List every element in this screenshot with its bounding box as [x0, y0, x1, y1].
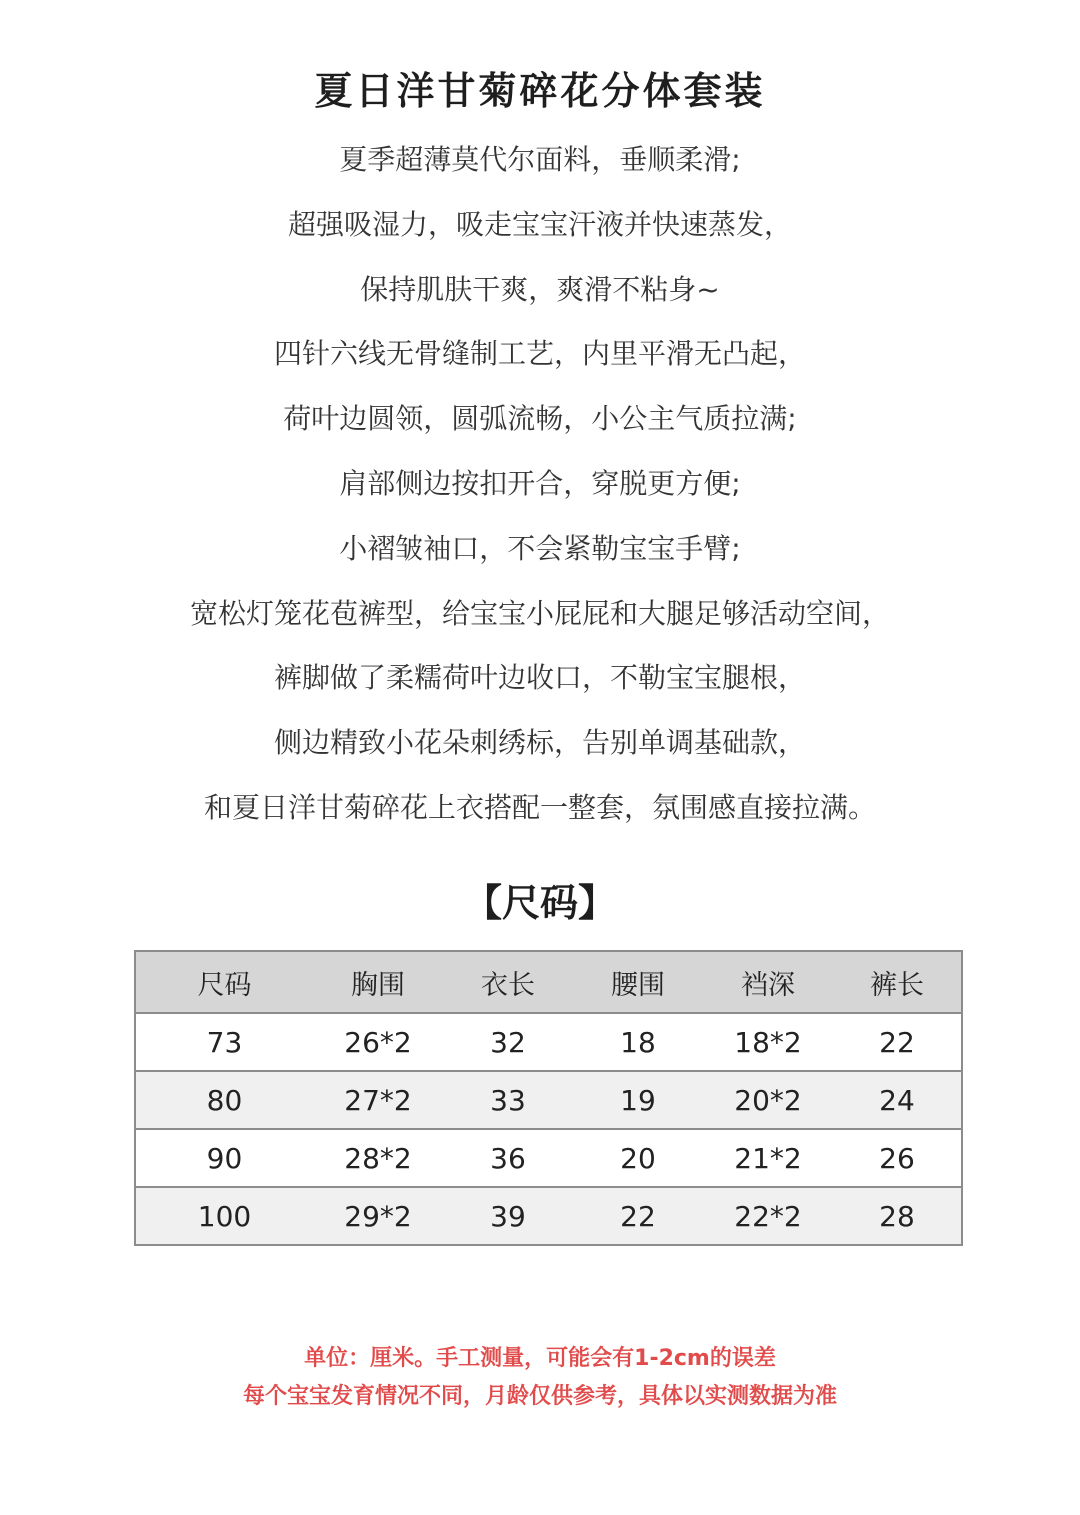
table-cell: 39: [443, 1187, 573, 1245]
description-line: 宽松灯笼花苞裤型，给宝宝小屁屁和大腿足够活动空间，: [189, 596, 890, 630]
table-cell: 28*2: [313, 1129, 443, 1187]
table-cell: 18: [573, 1013, 703, 1071]
table-row: [135, 1129, 962, 1187]
column-header-waist: 腰围: [573, 951, 703, 1013]
table-cell: 20: [573, 1129, 703, 1187]
table-cell: 18*2: [703, 1013, 833, 1071]
table-cell: 21*2: [703, 1129, 833, 1187]
table-cell: 73: [135, 1013, 313, 1071]
column-header-chest: 胸围: [313, 951, 443, 1013]
table-cell: 27*2: [313, 1071, 443, 1129]
column-header-size: 尺码: [135, 951, 313, 1013]
description-line: 和夏日洋甘菊碎花上衣搭配一整套，氛围感直接拉满。: [203, 790, 876, 824]
table-cell: 22: [573, 1187, 703, 1245]
column-header-rise: 裆深: [703, 951, 833, 1013]
table-cell: 90: [135, 1129, 313, 1187]
description-line: 夏季超薄莫代尔面料，垂顺柔滑;: [339, 143, 741, 176]
description-line: 小褶皱袖口，不会紧勒宝宝手臂;: [339, 531, 741, 565]
table-cell: 33: [443, 1071, 573, 1129]
product-description: [0, 128, 1080, 841]
table-cell: 36: [443, 1129, 573, 1187]
table-cell: 32: [443, 1013, 573, 1071]
table-row: [135, 1013, 962, 1071]
description-line: 四针六线无骨缝制工艺，内里平滑无凸起，: [273, 337, 806, 371]
table-row: [135, 1071, 962, 1129]
description-line: 荷叶边圆领，圆弧流畅，小公主气质拉满;: [283, 402, 797, 436]
table-cell: 100: [135, 1187, 313, 1245]
table-cell: 22: [833, 1013, 962, 1071]
description-line: 肩部侧边按扣开合，穿脱更方便;: [339, 466, 741, 500]
table-header-row: [135, 951, 962, 1013]
description-line: 保持肌肤干爽，爽滑不粘身~: [360, 272, 720, 306]
measurement-notes: [0, 1340, 1080, 1416]
size-heading: 【尺码】: [463, 881, 616, 925]
table-row: [135, 1187, 962, 1245]
note-line: 单位：厘米。手工测量，可能会有1-2cm的误差: [304, 1346, 776, 1371]
table-cell: 26*2: [313, 1013, 443, 1071]
table-cell: 80: [135, 1071, 313, 1129]
table-cell: 26: [833, 1129, 962, 1187]
page-title: 夏日洋甘菊碎花分体套装: [314, 69, 766, 113]
table-cell: 29*2: [313, 1187, 443, 1245]
description-line: 侧边精致小花朵刺绣标，告别单调基础款，: [273, 726, 806, 760]
description-line: 裤脚做了柔糯荷叶边收口，不勒宝宝腿根，: [273, 661, 806, 695]
column-header-pant-length: 裤长: [833, 951, 962, 1013]
table-cell: 19: [573, 1071, 703, 1129]
note-line: 每个宝宝发育情况不同，月龄仅供参考，具体以实测数据为准: [242, 1384, 837, 1409]
size-table: [134, 950, 963, 1246]
table-cell: 28: [833, 1187, 962, 1245]
table-cell: 22*2: [703, 1187, 833, 1245]
table-cell: 20*2: [703, 1071, 833, 1129]
column-header-length: 衣长: [443, 951, 573, 1013]
table-cell: 24: [833, 1071, 962, 1129]
description-line: 超强吸湿力，吸走宝宝汗液并快速蒸发，: [287, 207, 792, 241]
